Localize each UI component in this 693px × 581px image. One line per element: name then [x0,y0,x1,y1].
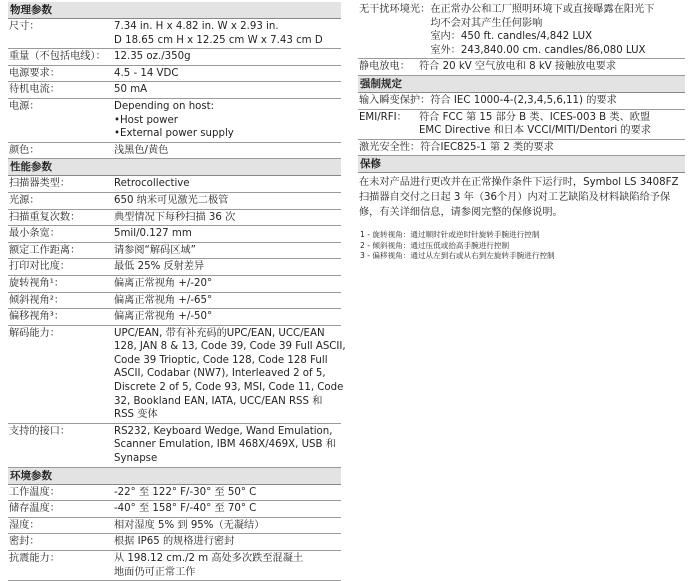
spec-label: 无干扰环境光： [359,4,431,15]
spec-value-line: 7.34 in. H x 4.82 in. W x 2.93 in. [114,21,279,32]
spec-label: 静电放电： [359,61,410,73]
spec-label: 储存温度： [9,503,60,515]
section-header: 性能参数 [8,159,341,176]
spec-value [114,310,341,324]
spec-row [8,534,341,551]
spec-value-line: 相对湿度 5% 到 95%（无凝结） [114,519,265,531]
spec-value-line: 4.5 - 14 VDC [114,67,179,79]
spec-value [114,535,341,549]
spec-label: 打印对比度： [9,261,71,273]
spec-value-line: 偏离正常视角 +/-50° [114,311,213,323]
spec-label: 输入瞬变保护： [359,94,431,106]
spec-label: 最小条宽： [9,228,60,240]
spec-value-line: -40° 至 158° F/-40° 至 70° C [114,503,257,515]
spec-label: 重量（不包括电线）： [9,51,106,63]
spec-label: 密封： [9,536,40,548]
footnotes [358,230,685,262]
spec-row [8,518,341,535]
spec-value [114,244,341,258]
spec-value-line: 符合 20 kV 空气放电和 8 kV 接触放电要求 [419,61,617,73]
spec-label: 旋转视角¹： [9,277,65,289]
spec-value [419,111,685,138]
spec-row [8,210,341,227]
spec-value-line: 室内：450 ft. candles/4,842 LUX [430,31,593,43]
spec-row [8,259,341,276]
spec-value-line: 符合 IEC 1000-4-(2,3,4,5,6,11) 的要求 [430,94,617,106]
spec-value-line: Code 39 Trioptic, Code 128, Code 128 Full [114,354,328,366]
spec-row [8,424,341,468]
spec-label: 抗震能力： [9,553,60,564]
spec-value-line: RS232, Keyboard Wedge, Wand Emulation, [114,425,333,437]
spec-label: 待机电流： [9,84,60,96]
spec-value [114,552,341,579]
spec-value [114,294,341,308]
spec-value-line: 最低 25% 反射差异 [114,261,205,273]
spec-label: 电源： [9,100,40,112]
spec-row [8,309,341,326]
spec-value [114,177,341,191]
spec-label: 扫描器类型： [9,178,71,190]
spec-row [8,49,341,66]
spec-value [114,100,341,141]
section-header: 物理参数 [8,2,341,19]
spec-label: 颜色： [9,144,40,156]
spec-value [114,194,341,208]
spec-value-line: 典型情况下每秒扫描 36 次 [114,211,236,223]
spec-row [358,110,685,140]
spec-value [114,67,341,81]
spec-value [114,502,341,516]
spec-value-line: Depending on host: [114,100,215,112]
spec-value-line: 符合IEC825-1 第 2 类的要求 [420,141,554,153]
spec-value [430,94,685,108]
spec-row [8,276,341,293]
spec-value [114,486,341,500]
spec-row [8,551,341,581]
spec-label: 倾斜视角²： [9,294,65,306]
spec-row [8,176,341,193]
spec-label: 解码能力： [9,327,60,339]
spec-row [358,2,685,59]
spec-value-line: -22° 至 122° F/-30° 至 50° C [114,486,257,498]
spec-value-line: 650 纳米可见激光二极管 [114,194,229,206]
spec-row [358,93,685,110]
spec-row [8,99,341,143]
spec-value-line: UPC/EAN, 带有补充码的UPC/EAN, UCC/EAN [114,327,325,339]
spec-value-line: RSS 变体 [114,409,158,421]
spec-row [358,59,685,76]
spec-label: 光源： [9,194,40,206]
spec-row [8,193,341,210]
spec-label: 支持的接口： [9,425,71,437]
spec-value-line: 请参阅“解码区域” [114,244,196,256]
spec-row [8,19,341,49]
section-header: 强制规定 [358,76,685,93]
spec-value-line: Retrocollective [114,178,190,190]
spec-value [114,83,341,97]
bullet-item: • Host power [114,114,341,128]
spec-row [8,501,341,518]
spec-value-line: 均不会对其产生任何影响 [430,17,543,29]
spec-row [358,140,685,157]
spec-value [114,20,341,47]
spec-label: 电源要求： [9,67,60,79]
spec-value [430,3,685,57]
section-header: 保修 [358,156,685,173]
footnote: 1 - 旋转视角：通过顺时针或逆时针旋转手腕进行控制 [360,230,540,240]
spec-label: EMI/RFI： [359,111,407,123]
spec-row [8,66,341,83]
spec-value [114,327,346,422]
spec-label: 扫描重复次数： [9,211,81,223]
spec-value [114,519,341,533]
spec-value-line: 偏离正常视角 +/-65° [114,294,213,306]
spec-label: 尺寸： [9,21,40,32]
spec-label: 湿度： [9,519,40,531]
spec-row [8,243,341,260]
spec-label: 偏移视角³： [9,311,65,323]
footnote: 3 - 偏移视角：通过从左到右或从右到左旋转手腕进行控制 [360,251,555,261]
left-spec-column [8,2,346,581]
spec-value [114,425,341,466]
spec-value-line: 偏离正常视角 +/-20° [114,277,213,289]
spec-value-line: 32, Bookland EAN, IATA, UCC/EAN RSS 和 [114,395,323,407]
spec-value-line: 浅黑色/黄色 [114,144,169,156]
spec-value [419,60,685,74]
spec-value-line: Discrete 2 of 5, Code 93, MSI, Code 11, Code [114,382,344,394]
spec-value-line: 12.35 oz./350g [114,51,191,63]
spec-value-line: 地面仍可正常工作 [114,566,196,578]
bullet-item: • External power supply [114,127,341,141]
spec-value-line: 50 mA [114,84,148,96]
spec-row [8,326,346,424]
spec-value-line: 室外：243,840.00 cm. candles/86,080 LUX [430,44,646,56]
spec-value [114,277,341,291]
spec-value-line: 在正常办公和工厂照明环境下或直接曝露在阳光下 [430,4,655,15]
footnote: 2 - 倾斜视角：通过压低或抬高手腕进行控制 [360,240,510,250]
spec-value-line: 根据 IP65 的规格进行密封 [114,536,235,548]
spec-value [114,144,341,158]
spec-row [8,226,341,243]
spec-value-line: 从 198.12 cm./2 m 高处多次跌至混凝土 [114,553,304,564]
spec-value-line: Scanner Emulation, IBM 468X/469X, USB 和 [114,439,336,451]
spec-row [8,293,341,310]
spec-value-line: 128, JAN 8 & 13, Code 39, Code 39 Full ASCII, [114,341,346,353]
spec-label: 激光安全性： [359,141,421,153]
spec-value-line: ASCII, Codabar (NW7), Interleaved 2 of 5, [114,368,326,380]
spec-value-line: 5mil/0.127 mm [114,228,192,240]
spec-value [420,141,685,155]
spec-row [8,82,341,99]
section-header: 环境参数 [8,468,341,485]
spec-label: 工作温度： [9,486,60,498]
spec-row [8,143,341,160]
spec-value-line: Synapse [114,453,158,465]
spec-value [114,260,341,274]
right-spec-column [358,2,685,262]
spec-value [114,50,341,64]
spec-value [114,227,341,241]
spec-value-line: EMC Directive 和日本 VCCI/MITI/Dentori 的要求 [419,125,651,137]
spec-row [8,485,341,502]
spec-value [114,211,341,225]
spec-value-line: D 18.65 cm H x 12.25 cm W x 7.43 cm D [114,34,323,46]
spec-value-line: 符合 FCC 第 15 部分 B 类、ICES-003 B 类、欧盟 [419,111,651,123]
spec-label: 额定工作距离： [9,244,81,256]
warranty-text: 在未对产品进行更改并在正常操作条件下运行时，Symbol LS 3408FZ 扫描器自交付之日起 3 年（36个月）内对工艺缺陷及材料缺陷给予保修，有关详细信息，请参阅完整的保修说明。 [359,177,679,219]
